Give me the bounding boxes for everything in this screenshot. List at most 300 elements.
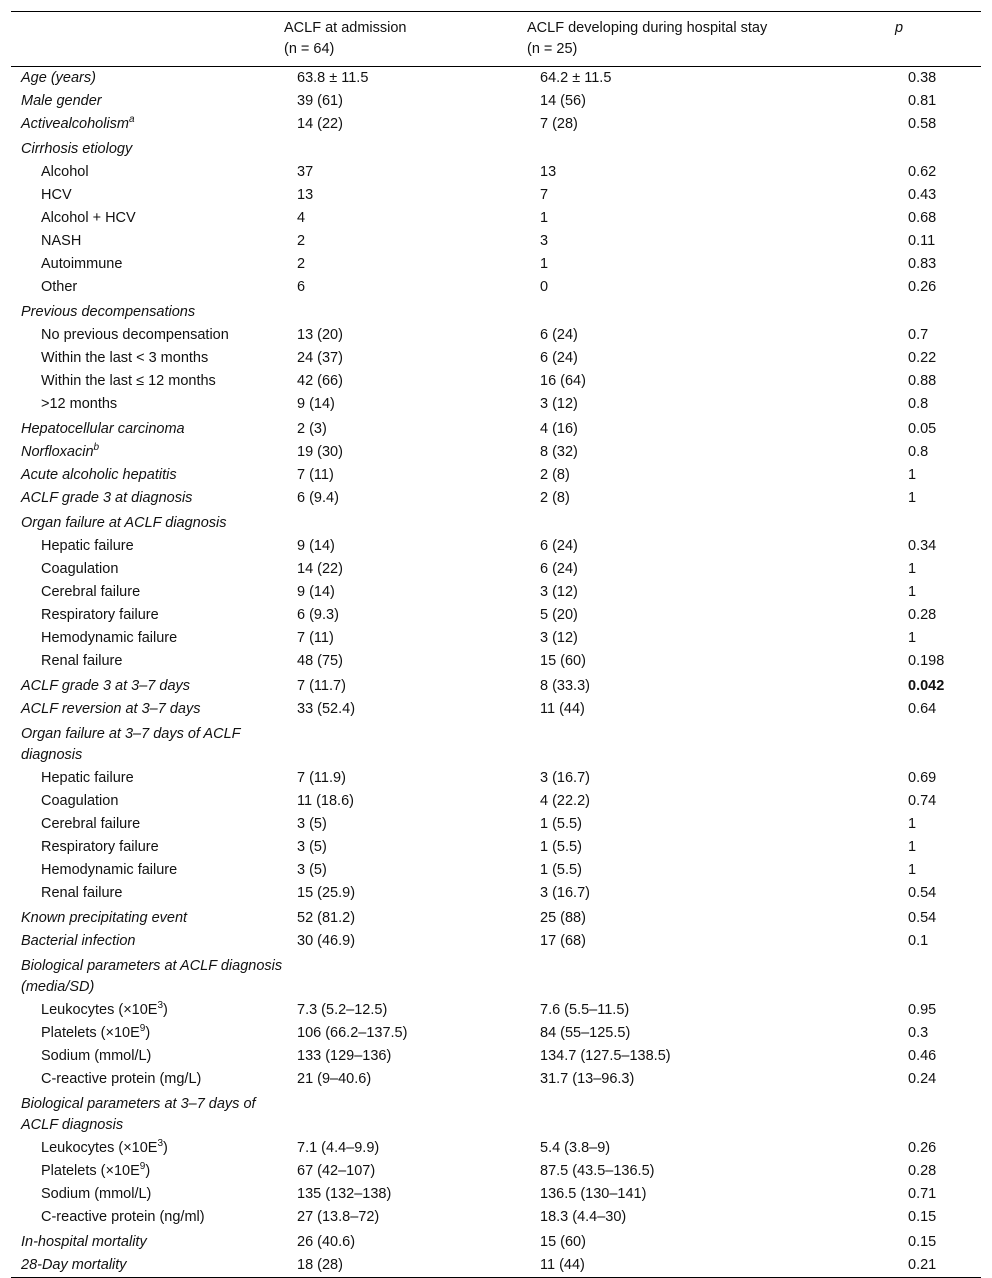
row-label-text: >12 months: [41, 396, 118, 412]
table-row: [11, 276, 981, 299]
value-admission: 106 (66.2–137.5): [297, 1025, 408, 1041]
p-value: [895, 1091, 981, 1137]
p-value: 0.81: [908, 93, 937, 109]
value-admission: 42 (66): [297, 373, 343, 389]
value-admission: 24 (37): [297, 350, 343, 366]
p-value: 0.46: [908, 1048, 937, 1064]
table-row: [11, 207, 981, 230]
footnote-marker: a: [129, 114, 135, 126]
row-label-text: Within the last ≤ 12 months: [41, 373, 216, 389]
table-row: [11, 604, 981, 627]
table-row: [11, 767, 981, 790]
value-admission: 19 (30): [297, 444, 343, 460]
row-label: [11, 113, 284, 136]
value-admission: 4: [297, 210, 306, 226]
value-hospital: 7.6 (5.5–11.5): [540, 1002, 630, 1018]
row-label-text: Renal failure: [41, 653, 123, 669]
header-p-value: p: [895, 20, 904, 36]
row-label: [11, 1068, 284, 1091]
value-hospital: 16 (64): [540, 373, 586, 389]
p-value: 0.95: [908, 1002, 937, 1018]
row-label: [11, 299, 284, 324]
table-row: [11, 836, 981, 859]
row-label-text: Alcohol + HCV: [41, 210, 136, 226]
footnote-marker: b: [93, 442, 100, 454]
row-label-text: Known precipitating event: [21, 910, 188, 926]
value-admission: 33 (52.4): [297, 701, 356, 717]
table-row: [11, 882, 981, 905]
table-row: [11, 253, 981, 276]
value-admission: [284, 136, 527, 161]
table-row: [11, 1183, 981, 1206]
row-label-text: Cerebral failure: [41, 816, 141, 832]
table-body: [11, 67, 981, 1278]
table-row: [11, 416, 981, 441]
row-label-text: C-reactive protein (ng/ml): [41, 1209, 205, 1225]
row-label: [11, 790, 284, 813]
row-label-text: Alcohol: [41, 164, 89, 180]
row-label-text: Cerebral failure: [41, 584, 141, 600]
p-value: 0.22: [908, 350, 937, 366]
value-admission: 15 (25.9): [297, 885, 356, 901]
p-value: 0.34: [908, 538, 937, 554]
value-hospital: 84 (55–125.5): [540, 1025, 631, 1041]
p-value: 0.68: [908, 210, 937, 226]
value-admission: 37: [297, 164, 314, 180]
row-label-text: 28-Day mortality: [21, 1257, 127, 1273]
value-hospital: 1 (5.5): [540, 862, 582, 878]
row-label: [11, 813, 284, 836]
value-hospital: 31.7 (13–96.3): [540, 1071, 635, 1087]
value-hospital: [527, 136, 895, 161]
table-row: [11, 627, 981, 650]
row-label: [11, 604, 284, 627]
table-row: [11, 324, 981, 347]
table-row: [11, 1254, 981, 1278]
row-label: [11, 558, 284, 581]
value-admission: 6: [297, 279, 306, 295]
value-admission: 133 (129–136): [297, 1048, 392, 1064]
p-value: 0.28: [908, 607, 937, 623]
header-aclf-hospital-title: ACLF developing during hospital stay: [527, 20, 768, 36]
value-hospital: [527, 1091, 895, 1137]
row-label-text: Platelets (×10E: [41, 1025, 140, 1041]
row-label: [11, 859, 284, 882]
value-hospital: 136.5 (130–141): [540, 1186, 647, 1202]
p-value: 0.54: [908, 910, 937, 926]
row-label-text: Male gender: [21, 93, 102, 109]
row-label-text: Leukocytes (×10E: [41, 1140, 158, 1156]
value-hospital: 3 (16.7): [540, 885, 590, 901]
row-label-text: HCV: [41, 187, 72, 203]
value-hospital: 3 (12): [540, 584, 578, 600]
value-hospital: 1: [540, 210, 549, 226]
table-row: [11, 581, 981, 604]
footnote-marker: 3: [157, 1000, 164, 1012]
table-row: [11, 67, 981, 91]
row-label-text: ACLF grade 3 at diagnosis: [21, 490, 193, 506]
header-empty: [11, 12, 284, 67]
value-hospital: 5 (20): [540, 607, 578, 623]
value-admission: 2 (3): [297, 421, 327, 437]
row-label-text: Norfloxacin: [21, 444, 94, 460]
table-header: [11, 12, 981, 67]
row-label: [11, 416, 284, 441]
row-label-text: Hemodynamic failure: [41, 862, 178, 878]
p-value: 0.15: [908, 1234, 937, 1250]
row-label-tail: ): [163, 1140, 168, 1156]
p-value: 0.3: [908, 1025, 929, 1041]
header-aclf-admission: [284, 12, 527, 67]
row-label: [11, 90, 284, 113]
row-label: [11, 487, 284, 510]
row-label-text: Biological parameters at 3–7 days of ACLF diagnosis: [21, 1096, 256, 1133]
row-label-text: Cirrhosis etiology: [21, 141, 133, 157]
row-label: [11, 767, 284, 790]
value-admission: 63.8 ± 11.5: [297, 70, 369, 86]
row-label: [11, 1229, 284, 1254]
value-admission: 26 (40.6): [297, 1234, 356, 1250]
table-row: [11, 1229, 981, 1254]
row-label-text: Bacterial infection: [21, 933, 136, 949]
p-value: 1: [908, 816, 917, 832]
row-label-text: Leukocytes (×10E: [41, 1002, 158, 1018]
table-row: [11, 299, 981, 324]
row-label: [11, 1045, 284, 1068]
table-container: [11, 11, 981, 1278]
p-value: 0.62: [908, 164, 937, 180]
row-label: [11, 441, 284, 464]
value-hospital: 1: [540, 256, 549, 272]
value-admission: 2: [297, 233, 306, 249]
row-label-text: C-reactive protein (mg/L): [41, 1071, 202, 1087]
table-row: [11, 393, 981, 416]
table-row: [11, 535, 981, 558]
p-value: 0.69: [908, 770, 937, 786]
p-value: [895, 953, 981, 999]
table-row: [11, 1206, 981, 1229]
value-hospital: 11 (44): [540, 701, 585, 717]
value-hospital: 3 (16.7): [540, 770, 590, 786]
p-value: 0.28: [908, 1163, 937, 1179]
row-label: [11, 510, 284, 535]
value-admission: 3 (5): [297, 816, 327, 832]
value-admission: 7 (11.7): [297, 678, 346, 694]
value-hospital: 6 (24): [540, 327, 578, 343]
value-hospital: 17 (68): [540, 933, 586, 949]
row-label-text: NASH: [41, 233, 82, 249]
row-label: [11, 581, 284, 604]
value-admission: [284, 510, 527, 535]
row-label-tail: ): [145, 1163, 151, 1179]
value-hospital: [527, 953, 895, 999]
row-label: [11, 673, 284, 698]
value-hospital: 7: [540, 187, 549, 203]
row-label: [11, 207, 284, 230]
row-label: [11, 370, 284, 393]
p-value: 1: [908, 561, 917, 577]
row-label-text: Hepatic failure: [41, 770, 134, 786]
header-row: [11, 12, 981, 67]
value-hospital: 64.2 ± 11.5: [540, 70, 612, 86]
row-label: [11, 1160, 284, 1183]
value-admission: [284, 299, 527, 324]
p-value: 0.21: [908, 1257, 937, 1273]
p-value: 0.43: [908, 187, 937, 203]
row-label-text: ACLF reversion at 3–7 days: [21, 701, 201, 717]
p-value: 1: [908, 467, 917, 483]
p-value: [895, 136, 981, 161]
p-value: 1: [908, 630, 917, 646]
value-admission: 14 (22): [297, 561, 343, 577]
value-admission: 9 (14): [297, 396, 335, 412]
value-hospital: [527, 299, 895, 324]
p-value: 0.8: [908, 396, 929, 412]
value-hospital: 8 (32): [540, 444, 578, 460]
row-label: [11, 136, 284, 161]
p-value: 0.26: [908, 1140, 937, 1156]
value-admission: [284, 953, 527, 999]
value-hospital: 6 (24): [540, 350, 578, 366]
header-aclf-hospital: [527, 12, 895, 67]
table-row: [11, 184, 981, 207]
row-label-text: Age (years): [21, 70, 96, 86]
value-admission: 18 (28): [297, 1257, 343, 1273]
p-value: 0.38: [908, 70, 937, 86]
header-aclf-admission-title: ACLF at admission: [284, 20, 407, 36]
p-value: 0.8: [908, 444, 929, 460]
p-value: 0.15: [908, 1209, 937, 1225]
value-hospital: 3: [540, 233, 549, 249]
value-hospital: 15 (60): [540, 653, 586, 669]
row-label-text: Acute alcoholic hepatitis: [21, 467, 177, 483]
value-admission: 27 (13.8–72): [297, 1209, 380, 1225]
value-admission: 21 (9–40.6): [297, 1071, 372, 1087]
p-value: 0.1: [908, 933, 929, 949]
value-hospital: 8 (33.3): [540, 678, 590, 694]
table-row: [11, 790, 981, 813]
row-label-tail: ): [145, 1025, 151, 1041]
table-row: [11, 953, 981, 999]
value-admission: 7 (11.9): [297, 770, 346, 786]
row-label: [11, 836, 284, 859]
row-label-text: No previous decompensation: [41, 327, 229, 343]
table-row: [11, 510, 981, 535]
table-row: [11, 1068, 981, 1091]
value-hospital: 4 (16): [540, 421, 578, 437]
row-label: [11, 347, 284, 370]
row-label-tail: ): [163, 1002, 168, 1018]
header-aclf-admission-n: (n = 64): [284, 41, 335, 57]
table-row: [11, 1160, 981, 1183]
value-admission: 14 (22): [297, 116, 343, 132]
value-hospital: 18.3 (4.4–30): [540, 1209, 627, 1225]
row-label-text: Autoimmune: [41, 256, 123, 272]
table-row: [11, 905, 981, 930]
row-label: [11, 905, 284, 930]
p-value: [895, 721, 981, 767]
value-admission: [284, 721, 527, 767]
value-admission: 3 (5): [297, 862, 327, 878]
value-hospital: 11 (44): [540, 1257, 585, 1273]
row-label: [11, 230, 284, 253]
value-admission: 6 (9.4): [297, 490, 339, 506]
value-hospital: 0: [540, 279, 549, 295]
row-label: [11, 464, 284, 487]
row-label-text: Hepatocellular carcinoma: [21, 421, 185, 437]
value-admission: 7.3 (5.2–12.5): [297, 1002, 388, 1018]
p-value: 1: [908, 584, 917, 600]
value-admission: 7 (11): [297, 630, 334, 646]
value-admission: 7 (11): [297, 467, 334, 483]
row-label-text: Organ failure at ACLF diagnosis: [21, 515, 227, 531]
p-value: 0.26: [908, 279, 937, 295]
row-label: [11, 1137, 284, 1160]
row-label: [11, 276, 284, 299]
row-label-text: Hepatic failure: [41, 538, 134, 554]
row-label-text: Within the last < 3 months: [41, 350, 209, 366]
value-hospital: 3 (12): [540, 396, 578, 412]
table-row: [11, 930, 981, 953]
table-row: [11, 650, 981, 673]
value-admission: 11 (18.6): [297, 793, 354, 809]
table-row: [11, 487, 981, 510]
table-row: [11, 161, 981, 184]
p-value: [895, 510, 981, 535]
header-aclf-hospital-n: (n = 25): [527, 41, 578, 57]
table-row: [11, 347, 981, 370]
value-hospital: [527, 510, 895, 535]
value-admission: 48 (75): [297, 653, 343, 669]
p-value: [895, 299, 981, 324]
footnote-marker: 3: [157, 1138, 164, 1150]
row-label-text: Respiratory failure: [41, 839, 159, 855]
value-hospital: 1 (5.5): [540, 839, 582, 855]
row-label: [11, 930, 284, 953]
value-hospital: 134.7 (127.5–138.5): [540, 1048, 671, 1064]
row-label-text: In-hospital mortality: [21, 1234, 147, 1250]
value-admission: [284, 1091, 527, 1137]
value-hospital: 6 (24): [540, 561, 578, 577]
row-label: [11, 393, 284, 416]
row-label: [11, 953, 284, 999]
value-hospital: 15 (60): [540, 1234, 586, 1250]
table-row: [11, 90, 981, 113]
value-hospital: 1 (5.5): [540, 816, 582, 832]
table-row: [11, 859, 981, 882]
row-label: [11, 1206, 284, 1229]
p-value: 0.54: [908, 885, 937, 901]
p-value: 0.05: [908, 421, 937, 437]
value-admission: 30 (46.9): [297, 933, 356, 949]
row-label-text: ACLF grade 3 at 3–7 days: [21, 678, 191, 694]
value-hospital: 13: [540, 164, 557, 180]
row-label: [11, 324, 284, 347]
row-label: [11, 253, 284, 276]
row-label-text: Biological parameters at ACLF diagnosis (media/SD): [21, 958, 283, 995]
p-value: 0.74: [908, 793, 937, 809]
value-admission: 13 (20): [297, 327, 343, 343]
table-row: [11, 441, 981, 464]
table-row: [11, 558, 981, 581]
table-row: [11, 813, 981, 836]
row-label: [11, 1022, 284, 1045]
table-row: [11, 721, 981, 767]
row-label-text: Other: [41, 279, 78, 295]
table-row: [11, 136, 981, 161]
row-label-text: Coagulation: [41, 793, 119, 809]
table-row: [11, 1091, 981, 1137]
value-admission: 7.1 (4.4–9.9): [297, 1140, 380, 1156]
value-hospital: 14 (56): [540, 93, 586, 109]
value-admission: 67 (42–107): [297, 1163, 376, 1179]
p-value: 0.198: [908, 653, 945, 669]
row-label: [11, 1183, 284, 1206]
value-admission: 13: [297, 187, 314, 203]
table-row: [11, 698, 981, 721]
row-label: [11, 999, 284, 1022]
table-row: [11, 370, 981, 393]
footnote-marker: 9: [139, 1161, 146, 1173]
table-row: [11, 230, 981, 253]
value-admission: 9 (14): [297, 584, 335, 600]
row-label: [11, 650, 284, 673]
row-label: [11, 698, 284, 721]
p-value: 0.71: [908, 1186, 937, 1202]
p-value: 0.042: [908, 678, 945, 694]
p-value: 0.64: [908, 701, 937, 717]
row-label: [11, 882, 284, 905]
row-label-text: Renal failure: [41, 885, 123, 901]
row-label-text: Sodium (mmol/L): [41, 1048, 152, 1064]
p-value: 0.83: [908, 256, 937, 272]
row-label: [11, 627, 284, 650]
value-hospital: 87.5 (43.5–136.5): [540, 1163, 655, 1179]
row-label: [11, 161, 284, 184]
value-hospital: 5.4 (3.8–9): [540, 1140, 611, 1156]
row-label: [11, 1254, 284, 1278]
table-row: [11, 673, 981, 698]
value-hospital: 2 (8): [540, 490, 570, 506]
row-label: [11, 721, 284, 767]
p-value: 0.58: [908, 116, 937, 132]
p-value: 0.7: [908, 327, 929, 343]
table-row: [11, 113, 981, 136]
p-value: 1: [908, 839, 917, 855]
comparison-table: [11, 11, 981, 1278]
footnote-marker: 9: [139, 1023, 146, 1035]
table-row: [11, 999, 981, 1022]
value-hospital: 6 (24): [540, 538, 578, 554]
value-hospital: 3 (12): [540, 630, 578, 646]
p-value: 0.11: [908, 233, 936, 249]
row-label-text: Respiratory failure: [41, 607, 159, 623]
row-label: [11, 184, 284, 207]
value-admission: 6 (9.3): [297, 607, 339, 623]
value-hospital: 2 (8): [540, 467, 570, 483]
p-value: 1: [908, 862, 917, 878]
row-label: [11, 535, 284, 558]
value-admission: 135 (132–138): [297, 1186, 392, 1202]
value-hospital: [527, 721, 895, 767]
value-hospital: 25 (88): [540, 910, 586, 926]
row-label-text: Sodium (mmol/L): [41, 1186, 152, 1202]
value-admission: 39 (61): [297, 93, 343, 109]
table-row: [11, 1137, 981, 1160]
table-row: [11, 1022, 981, 1045]
value-hospital: 7 (28): [540, 116, 578, 132]
table-row: [11, 1045, 981, 1068]
